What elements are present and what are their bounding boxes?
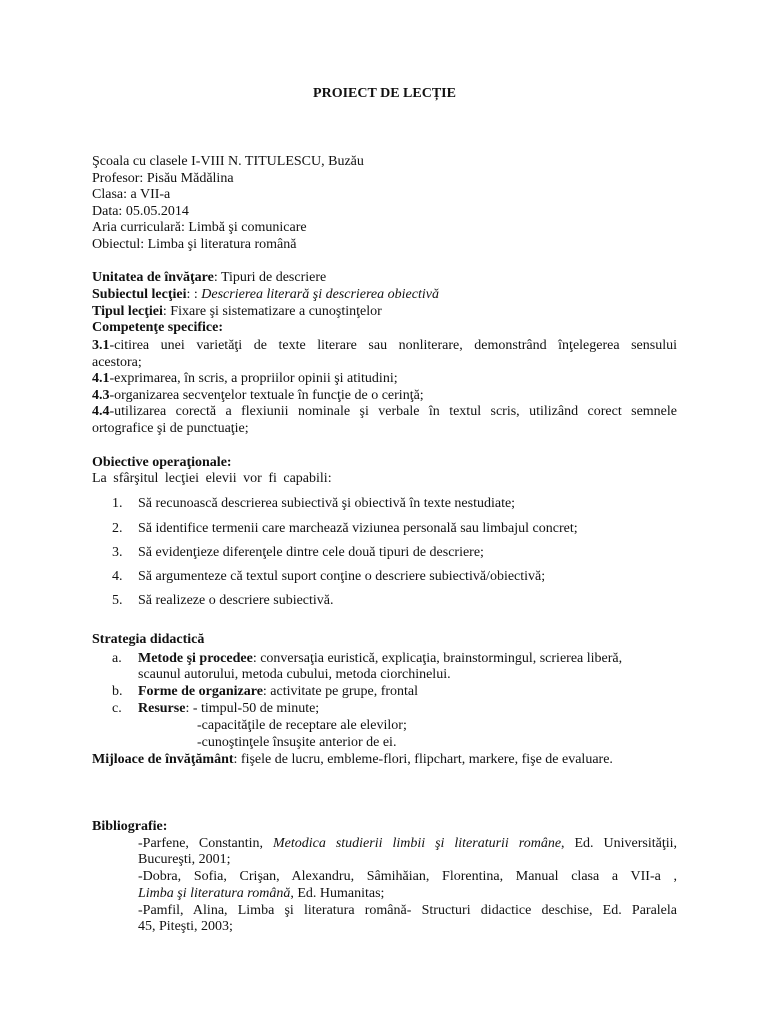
unit-line — [92, 270, 677, 286]
lesson-type-value: : Fixare şi sistematizare a cunoştinţelor — [162, 304, 382, 319]
strategy-label: Forme de organizare — [138, 684, 263, 699]
lesson-subject-line — [92, 287, 677, 303]
objective-text: Să argumenteze că textul suport conţine o descriere subiectivă/obiectivă; — [138, 569, 546, 584]
bibliography-entry-3-line1: -Pamfil, Alina, Limba şi literatura română- Structuri didactice deschise, Ed. Paralela — [138, 903, 677, 918]
means-value: : fişele de lucru, embleme-flori, flipchart, markere, fişe de evaluare. — [233, 752, 613, 767]
lesson-subject-sep: : : — [186, 287, 202, 302]
competences-heading: Competenţe specifice: — [92, 320, 224, 335]
competence-text: -citirea unei varietăţi de texte literare sau nonliterare, demonstrând înţelegerea sensului — [109, 338, 677, 353]
teacher-line: Profesor: Pisău Mădălina — [92, 171, 234, 186]
objective-number: 4. — [112, 569, 123, 584]
competence-code: 4.1 — [92, 371, 110, 386]
school-line: Şcoala cu clasele I-VIII N. TITULESCU, Buzău — [92, 154, 364, 169]
objective-number: 1. — [112, 496, 123, 511]
competence-3-1-line1 — [92, 338, 677, 354]
strategy-value: : activitate pe grupe, frontal — [262, 684, 419, 699]
strategy-value: : conversaţia euristică, explicaţia, brainstormingul, scrierea liberă, — [252, 651, 623, 666]
strategy-value: : - timpul-50 de minute; — [185, 701, 320, 716]
strategy-label: Resurse — [138, 701, 186, 716]
objectives-heading: Obiective operaţionale: — [92, 455, 232, 470]
objective-text: Să identifice termenii care marchează viziunea personală sau limbajul concret; — [138, 521, 578, 536]
strategy-value: -capacităţile de receptare ale elevilor; — [197, 718, 407, 733]
objective-text: Să recunoască descrierea subiectivă şi obiectivă în texte nestudiate; — [138, 496, 516, 511]
lesson-subject-value: Descrierea literară şi descrierea obiectivă — [201, 287, 439, 302]
lesson-type-line — [92, 304, 677, 320]
competence-4-3 — [92, 388, 677, 404]
unit-value: : Tipuri de descriere — [213, 270, 327, 285]
competence-4-4-line1 — [92, 404, 677, 420]
bib-publisher: , Ed. Universităţii, — [561, 836, 677, 851]
bib-title: Metodica studierii limbii şi literaturii române — [273, 836, 562, 851]
competence-code: 4.4 — [92, 404, 110, 419]
lesson-type-label: Tipul lecţiei — [92, 304, 163, 319]
unit-label: Unitatea de învăţare — [92, 270, 214, 285]
class-line: Clasa: a VII-a — [92, 187, 171, 202]
date-line: Data: 05.05.2014 — [92, 204, 189, 219]
objective-text: Să evidenţieze diferenţele dintre cele două tipuri de descriere; — [138, 545, 484, 560]
bibliography-entry-2-line1: -Dobra, Sofia, Crişan, Alexandru, Sâmihăian, Florentina, Manual clasa a VII-a , — [138, 869, 677, 884]
competence-code: 4.3 — [92, 388, 110, 403]
strategy-letter: a. — [112, 651, 122, 666]
bibliography-heading: Bibliografie: — [92, 819, 168, 834]
competence-text: -organizarea secvenţelor textuale în funcţie de o cerinţă; — [109, 388, 424, 403]
strategy-label: Metode şi procedee — [138, 651, 253, 666]
bib-title: Limba şi literatura română — [138, 886, 291, 901]
competence-code: 3.1 — [92, 338, 110, 353]
strategy-letter: b. — [112, 684, 123, 699]
competence-4-1 — [92, 371, 677, 387]
bibliography-entry-1-line1 — [138, 836, 677, 852]
means-label: Mijloace de învăţământ — [92, 752, 234, 767]
bib-author: -Parfene, Constantin, — [138, 836, 273, 851]
area-line: Aria curriculară: Limbă şi comunicare — [92, 220, 307, 235]
bib-publisher: 45, Piteşti, 2003; — [138, 919, 233, 934]
competence-text: -exprimarea, în scris, a propriilor opinii şi atitudini; — [109, 371, 398, 386]
strategy-value: -cunoştinţele însuşite anterior de ei. — [197, 735, 397, 750]
means-line — [92, 752, 677, 768]
objective-number: 2. — [112, 521, 123, 536]
competence-3-1-line2: acestora; — [92, 355, 142, 370]
page-title: PROIECT DE LECȚIE — [313, 86, 456, 101]
strategy-heading: Strategia didactică — [92, 632, 205, 647]
bib-publisher: , Ed. Humanitas; — [290, 886, 385, 901]
strategy-letter: c. — [112, 701, 122, 716]
strategy-value: scaunul autorului, metoda cubului, metoda ciorchinelui. — [138, 667, 451, 682]
competence-4-4-line2: ortografice şi de punctuaţie; — [92, 421, 249, 436]
objectives-intro: La sfârşitul lecţiei elevii vor fi capabili: — [92, 471, 332, 486]
lesson-subject-label: Subiectul lecţiei — [92, 287, 187, 302]
objective-text: Să realizeze o descriere subiectivă. — [138, 593, 334, 608]
bib-publisher: Bucureşti, 2001; — [138, 852, 231, 867]
subject-line: Obiectul: Limba şi literatura română — [92, 237, 297, 252]
objective-number: 5. — [112, 593, 123, 608]
competence-text: -utilizarea corectă a flexiunii nominale şi verbale în textul scris, utilizând corect semnele — [109, 404, 677, 419]
objective-number: 3. — [112, 545, 123, 560]
document-page — [92, 0, 677, 1024]
